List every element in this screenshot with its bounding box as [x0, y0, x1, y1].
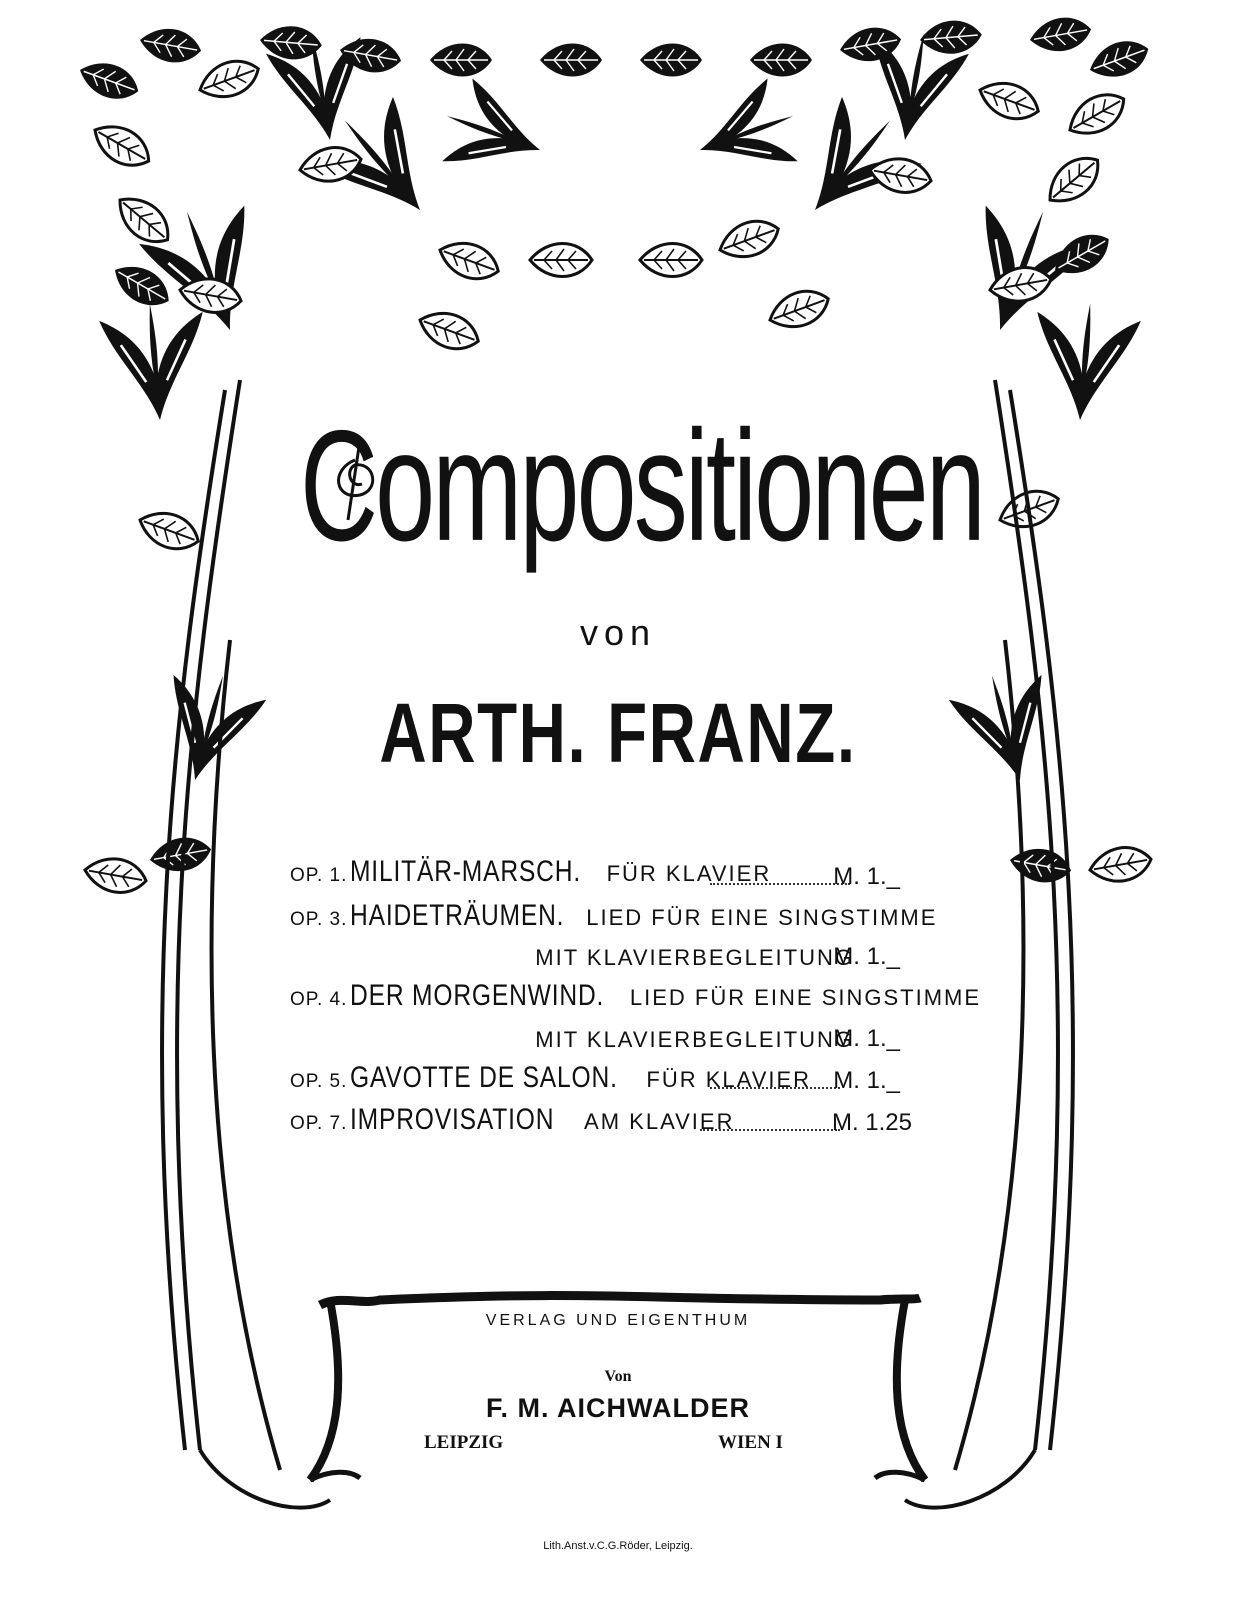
work-description-continued: MIT KLAVIERBEGLEITUNG: [535, 945, 854, 970]
work-entry: [290, 1061, 930, 1103]
work-title: IMPROVISATION: [350, 1103, 555, 1136]
work-entry: [290, 979, 982, 1061]
work-description: LIED FÜR EINE SINGSTIMME: [629, 985, 982, 1010]
work-title: HAIDETRÄUMEN.: [350, 899, 565, 932]
leader-dots: [710, 1087, 840, 1089]
work-price: M. 1._: [833, 943, 900, 970]
work-description: FÜR KLAVIER: [646, 1067, 812, 1092]
publisher-city-wien: WIEN I: [718, 1432, 783, 1453]
opus-number: OP. 7.: [290, 1113, 348, 1134]
opus-number: OP. 1.: [290, 865, 348, 886]
work-description: FÜR KLAVIER: [606, 861, 772, 886]
composer-name: ARTH. FRANZ.: [379, 686, 857, 780]
publisher-city-leipzig: LEIPZIG: [424, 1432, 504, 1453]
work-title: GAVOTTE DE SALON.: [350, 1061, 619, 1094]
by-line: von: [579, 612, 657, 653]
publisher-heading: VERLAG UND EIGENTHUM: [485, 1312, 751, 1329]
work-title: DER MORGENWIND.: [350, 979, 605, 1012]
title: Compositionen: [300, 397, 983, 574]
work-description-continued: MIT KLAVIERBEGLEITUNG: [535, 1027, 854, 1052]
work-description: AM KLAVIER: [584, 1109, 735, 1134]
work-entry: [290, 1103, 930, 1145]
work-entry: [290, 899, 938, 979]
work-price: M. 1._: [833, 1025, 900, 1052]
leader-dots: [710, 883, 850, 885]
works-list: [290, 855, 982, 1145]
publisher-von: Von: [604, 1368, 632, 1385]
work-description: LIED FÜR EINE SINGSTIMME: [586, 905, 938, 930]
work-title: MILITÄR-MARSCH.: [350, 855, 582, 888]
printer-imprint: Lith.Anst.v.C.G.Röder, Leipzig.: [543, 1540, 693, 1552]
work-price: M. 1.25: [831, 1109, 912, 1136]
opus-number: OP. 3.: [290, 909, 348, 930]
work-entry: [290, 855, 930, 899]
publisher-name: F. M. AICHWALDER: [486, 1393, 750, 1423]
opus-number: OP. 5.: [290, 1071, 348, 1092]
leader-dots: [700, 1129, 840, 1131]
opus-number: OP. 4.: [290, 989, 348, 1010]
work-price: M. 1._: [833, 863, 900, 890]
work-price: M. 1._: [833, 1067, 900, 1094]
